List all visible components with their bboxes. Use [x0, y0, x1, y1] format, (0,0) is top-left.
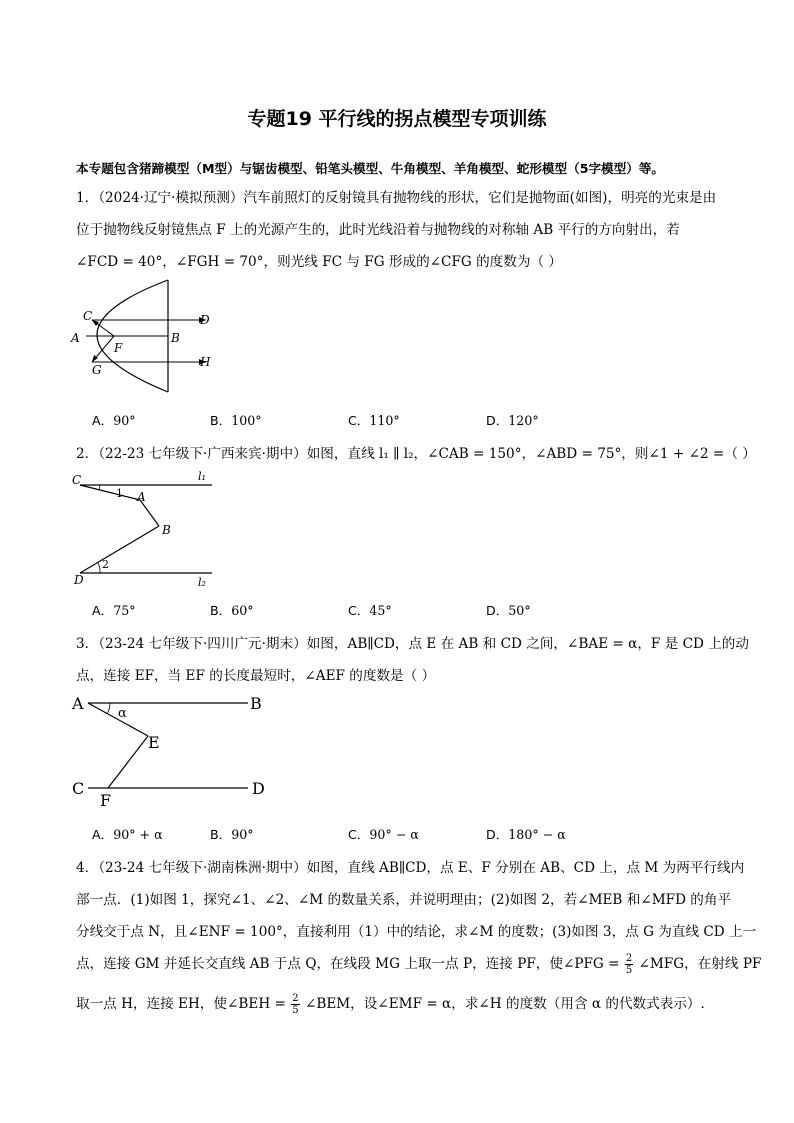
- q4-fraction-1: $\frac{2}{5}$: [625, 953, 633, 976]
- q1-option-b[interactable]: B．100°: [210, 413, 262, 428]
- q4-fraction-2: $\frac{2}{5}$: [292, 993, 299, 1016]
- q2-label-a: A: [137, 490, 146, 504]
- q2-label-l2: l₂: [198, 576, 206, 589]
- q1-line-2: 位于抛物线反射镜焦点 F 上的光源产生的，此时光线沿着与抛物线的对称轴 AB 平行的方向射出，若: [76, 222, 680, 238]
- q2-line-1: 2．（22-23 七年级下·广西来宾·期中）如图，直线 l₁ ∥ l₂，∠CAB = 150°，∠ABD = 75°，则∠1 + ∠2 =（ ）: [76, 446, 756, 462]
- q3-angle-alpha: α: [118, 706, 127, 721]
- q1-label-f: F: [114, 341, 123, 355]
- q1-label-h: H: [200, 355, 211, 369]
- q4-line-2: 部一点．(1)如图 1，探究∠1、∠2、∠M 的数量关系，并说明理由；(2)如图 2，若∠MEB 和∠MFD 的角平: [76, 892, 732, 908]
- q3-option-d[interactable]: D．180° − α: [486, 827, 566, 842]
- q4-line-4: 点，连接 GM 并延长交直线 AB 于点 Q，在线段 MG 上取一点 P，连接 PF，使∠PFG = $\frac{2}{5}$ ∠MFG，在射线 PF: [76, 953, 762, 976]
- q1-label-d: D: [200, 313, 210, 327]
- page-title: 专题19 平行线的拐点模型专项训练: [247, 108, 547, 130]
- q2-option-c[interactable]: C．45°: [348, 603, 392, 618]
- q3-line-1: 3．（23-24 七年级下·四川广元·期末）如图，AB∥CD，点 E 在 AB 和 CD 之间，∠BAE = α，F 是 CD 上的动: [76, 636, 749, 652]
- q4-line-5: 取一点 H，连接 EH，使∠BEH = $\frac{2}{5}$ ∠BEM，设∠EMF = α，求∠H 的度数（用含 α 的代数式表示）.: [76, 993, 705, 1016]
- topic-intro: 本专题包含猪蹄模型（M型）与锯齿模型、铅笔头模型、牛角模型、羊角模型、蛇形模型（5字模型）等。: [76, 161, 665, 176]
- q3-label-c: C: [72, 779, 85, 798]
- q2-label-b: B: [162, 523, 171, 537]
- q1-label-b: B: [171, 331, 180, 345]
- q2-option-d[interactable]: D．50°: [486, 603, 531, 618]
- q1-line-3: ∠FCD = 40°，∠FGH = 70°，则光线 FC 与 FG 形成的∠CFG 的度数为（ ）: [76, 254, 562, 270]
- q4-line-1: 4．（23-24 七年级下·湖南株洲·期中）如图，直线 AB∥CD，点 E、F 分别在 AB、CD 上，点 M 为两平行线内: [76, 860, 745, 876]
- q2-label-d: D: [74, 573, 84, 587]
- q3-parallel-figure: [68, 690, 278, 812]
- q1-headlight-figure: [68, 278, 228, 396]
- q1-option-d[interactable]: D．120°: [486, 413, 539, 428]
- q1-label-g: G: [92, 363, 102, 377]
- q3-label-a: A: [72, 694, 84, 713]
- q2-angle-2: 2: [102, 558, 109, 571]
- q3-label-e: E: [148, 733, 160, 752]
- q1-option-c[interactable]: C．110°: [348, 413, 400, 428]
- q4-line-3: 分线交于点 N，且∠ENF = 100°，直接利用（1）中的结论，求∠M 的度数；(3)如图 3，点 G 为直线 CD 上一: [76, 924, 757, 940]
- q2-label-c: C: [72, 473, 82, 487]
- q2-angle-1: 1: [116, 487, 123, 500]
- q3-option-c[interactable]: C．90° − α: [348, 827, 419, 842]
- q3-option-b[interactable]: B．90°: [210, 827, 254, 842]
- q1-option-a[interactable]: A．90°: [92, 413, 136, 428]
- q3-option-a[interactable]: A．90° + α: [92, 827, 163, 842]
- q2-zigzag-figure: [70, 466, 220, 590]
- q2-option-b[interactable]: B．60°: [210, 603, 254, 618]
- q2-option-a[interactable]: A．75°: [92, 603, 136, 618]
- q3-line-2: 点，连接 EF，当 EF 的长度最短时，∠AEF 的度数是（ ）: [76, 668, 436, 684]
- q1-label-c: C: [83, 309, 93, 323]
- q1-label-a: A: [71, 331, 80, 345]
- q2-label-l1: l₁: [198, 470, 206, 483]
- q3-label-d: D: [252, 779, 265, 798]
- q3-label-b: B: [250, 694, 262, 713]
- q3-label-f: F: [100, 791, 112, 810]
- q1-line-1: 1．（2024·辽宁·模拟预测）汽车前照灯的反射镜具有抛物线的形状，它们是抛物面(如图)，明亮的光束是由: [76, 190, 717, 206]
